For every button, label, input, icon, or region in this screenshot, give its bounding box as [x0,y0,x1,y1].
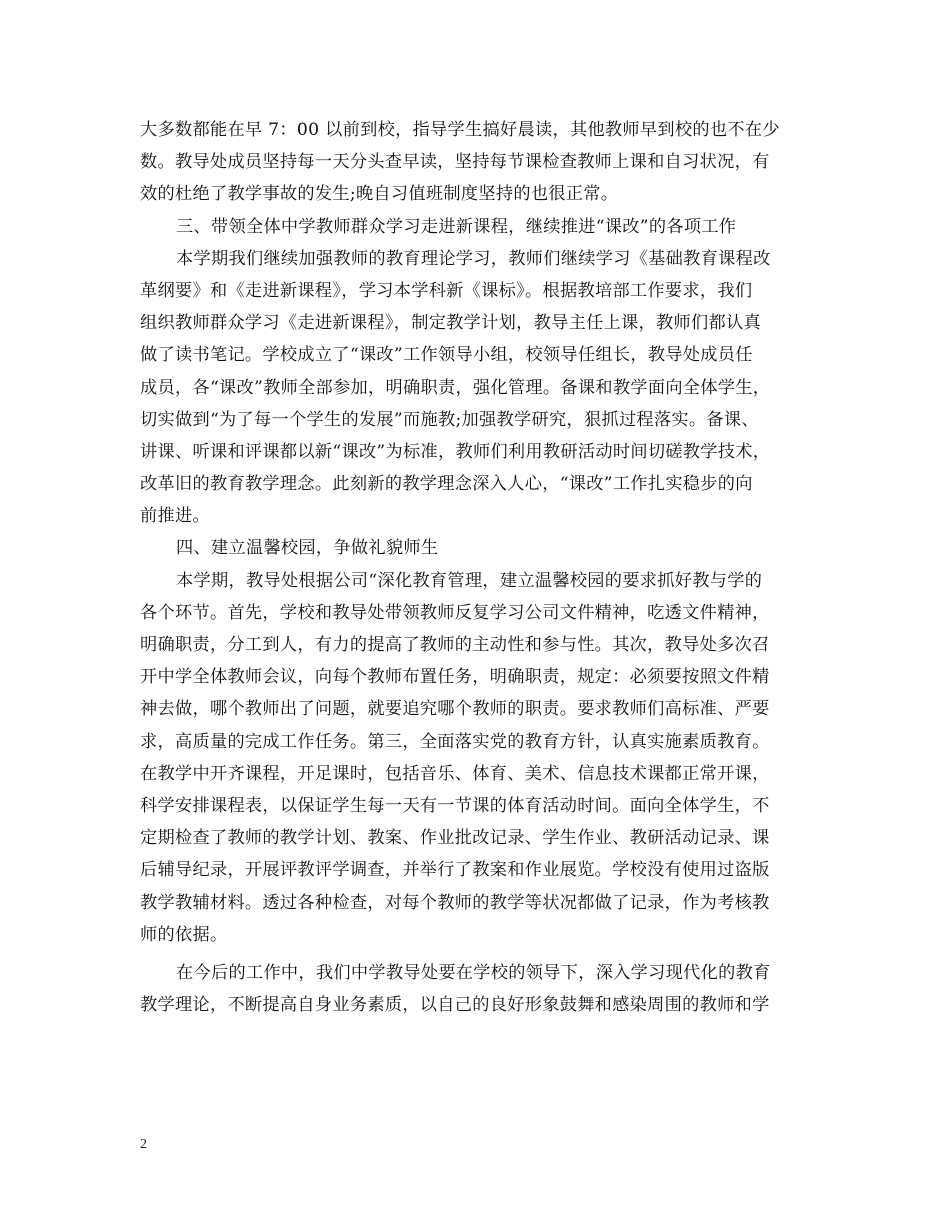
text-line: 成员，各“课改”教师全部参加，明确职责，强化管理。备课和教学面向全体学生， [140,377,771,398]
text-line: 三、带领全体中学教师群众学习走进新课程，继续推进“课改”的各项工作 [176,216,737,237]
text-line: 四、建立温馨校园，争做礼貌师生 [176,538,439,559]
page-number: 2 [140,1137,147,1152]
text-line: 前推进。 [140,506,210,527]
text-line: 科学安排课程表，以保证学生每一天有一节课的体育活动时间。面向全体学生，不 [140,795,770,816]
text-line: 组织教师群众学习《走进新课程》，制定教学计划，教导主任上课，教师们都认真 [140,313,761,334]
text-line: 在教学中开齐课程，开足课时，包括音乐、体育、美术、信息技术课都正常开课， [140,763,770,784]
text-line: 效的杜绝了教学事故的发生;晚自习值班制度坚持的也很正常。 [140,184,619,205]
text-line: 定期检查了教师的教学计划、教案、作业批改记录、学生作业、教研活动记录、课 [140,828,770,849]
text-line: 改革旧的教育教学理念。此刻新的教学理念深入人心，“课改”工作扎实稳步的向 [140,474,753,495]
text-line: 大多数都能在早 7：00 以前到校，指导学生搞好晨读，其他教师早到校的也不在少 [140,120,780,140]
text-line: 切实做到“为了每一个学生的发展”而施教;加强教学研究，狠抓过程落实。备课、 [140,409,759,430]
text-line: 神去做，哪个教师出了问题，就要追究哪个教师的职责。要求教师们高标准、严要 [140,699,770,720]
text-line: 做了读书笔记。学校成立了“课改”工作领导小组，校领导任组长，教导处成员任 [140,345,753,366]
text-line: 师的依据。 [140,924,228,945]
text-line: 后辅导纪录，开展评教评学调查，并举行了教案和作业展览。学校没有使用过盗版 [140,860,770,881]
text-line: 求，高质量的完成工作任务。第三，全面落实党的教育方针，认真实施素质教育。 [140,731,770,752]
text-line: 明确职责，分工到人，有力的提高了教师的主动性和参与性。其次，教导处多次召 [140,635,770,655]
text-line: 教学理论，不断提高自身业务素质，以自己的良好形象鼓舞和感染周围的教师和学 [140,995,770,1016]
text-line: 本学期，教导处根据公司“深化教育管理，建立温馨校园的要求抓好教与学的 [176,570,763,591]
text-line: 在今后的工作中，我们中学教导处要在学校的领导下，深入学习现代化的教育 [176,962,771,983]
document-body [140,114,825,1021]
text-line: 各个环节。首先，学校和教导处带领教师反复学习公司文件精神，吃透文件精神， [140,602,770,623]
text-line: 教学教辅材料。透过各种检查，对每个教师的教学等状况都做了记录，作为考核教 [140,892,770,913]
text-line: 开中学全体教师会议，向每个教师布置任务，明确职责，规定：必须要按照文件精 [140,667,770,688]
text-line: 数。教导处成员坚持每一天分头查早读，坚持每节课检查教师上课和自习状况，有 [140,152,770,173]
text-line: 本学期我们继续加强教师的教育理论学习，教师们继续学习《基础教育课程改 [176,248,771,269]
text-line: 革纲要》和《走进新课程》，学习本学科新《课标》。根据教培部工作要求，我们 [140,280,753,301]
text-line: 讲课、听课和评课都以新“课改”为标准，教师们利用教研活动时间切磋教学技术， [140,441,771,462]
